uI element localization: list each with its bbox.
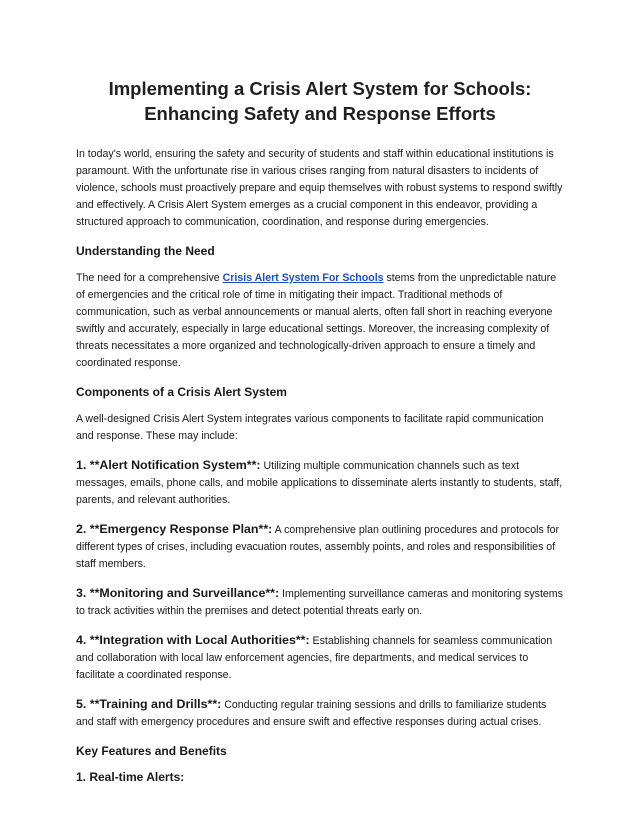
component-item — [76, 521, 564, 573]
item-text: Establishing channels for seamless communication and collaboration with local law enforcement agencies, fire departments, and medical services to facilitate a coordinated response. — [76, 635, 553, 681]
need-text-after: stems from the unpredictable nature of emergencies and the critical role of time in mitigating their impact. Traditional methods of communication, such as verbal announcements or manual alerts, often fall short in reaching everyone swiftly and accurately, especially in large educational settings. Moreover, the increasing complexity of threats necessitates a more organized and technologically-driven approach to ensure a timely and coordinated response. — [76, 272, 557, 369]
item-lead: 5. **Training and Drills**: — [76, 697, 222, 711]
item-text: Implementing surveillance cameras and monitoring systems to track activities within the premises and detect potential threats early on. — [76, 588, 563, 617]
subheading-real-time-alerts: 1. Real-time Alerts: — [76, 770, 185, 784]
crisis-alert-system-link[interactable]: Crisis Alert System For Schools — [222, 272, 384, 284]
item-lead: 2. **Emergency Response Plan**: — [76, 522, 273, 536]
section-heading-features: Key Features and Benefits — [76, 744, 227, 758]
need-text-before: The need for a comprehensive — [76, 272, 223, 284]
components-intro: A well-designed Crisis Alert System integrates various components to facilitate rapid communication and response. These may include: — [76, 413, 544, 442]
page-title: Implementing a Crisis Alert System for Schools: Enhancing Safety and Response Efforts — [108, 78, 532, 124]
item-text: Utilizing multiple communication channels such as text messages, emails, phone calls, and mobile applications to disseminate alerts instantly to students, staff, parents, and relevant authorities. — [76, 460, 563, 506]
component-item — [76, 632, 564, 684]
item-lead: 4. **Integration with Local Authorities**: — [76, 633, 310, 647]
need-paragraph — [76, 270, 564, 372]
section-heading-components: Components of a Crisis Alert System — [76, 385, 287, 399]
item-text: A comprehensive plan outlining procedures and protocols for different types of crises, including evacuation routes, assembly points, and roles and responsibilities of staff members. — [76, 524, 560, 570]
item-text: Conducting regular training sessions and drills to familiarize students and staff with emergency procedures and ensure swift and effective responses during actual crises. — [76, 699, 547, 728]
item-lead: 1. **Alert Notification System**: — [76, 458, 261, 472]
component-item — [76, 696, 564, 731]
intro-paragraph: In today's world, ensuring the safety and security of students and staff within educational institutions is paramount. With the unfortunate rise in various crises ranging from natural disasters to incidents of violence, schools must proactively prepare and equip themselves with robust systems to respond swiftly and effectively. A Crisis Alert System emerges as a crucial component in this endeavor, providing a structured approach to communication, coordination, and response during emergencies. — [76, 148, 563, 228]
component-item — [76, 585, 564, 620]
component-item — [76, 457, 564, 509]
section-heading-need: Understanding the Need — [76, 244, 215, 258]
item-lead: 3. **Monitoring and Surveillance**: — [76, 586, 280, 600]
